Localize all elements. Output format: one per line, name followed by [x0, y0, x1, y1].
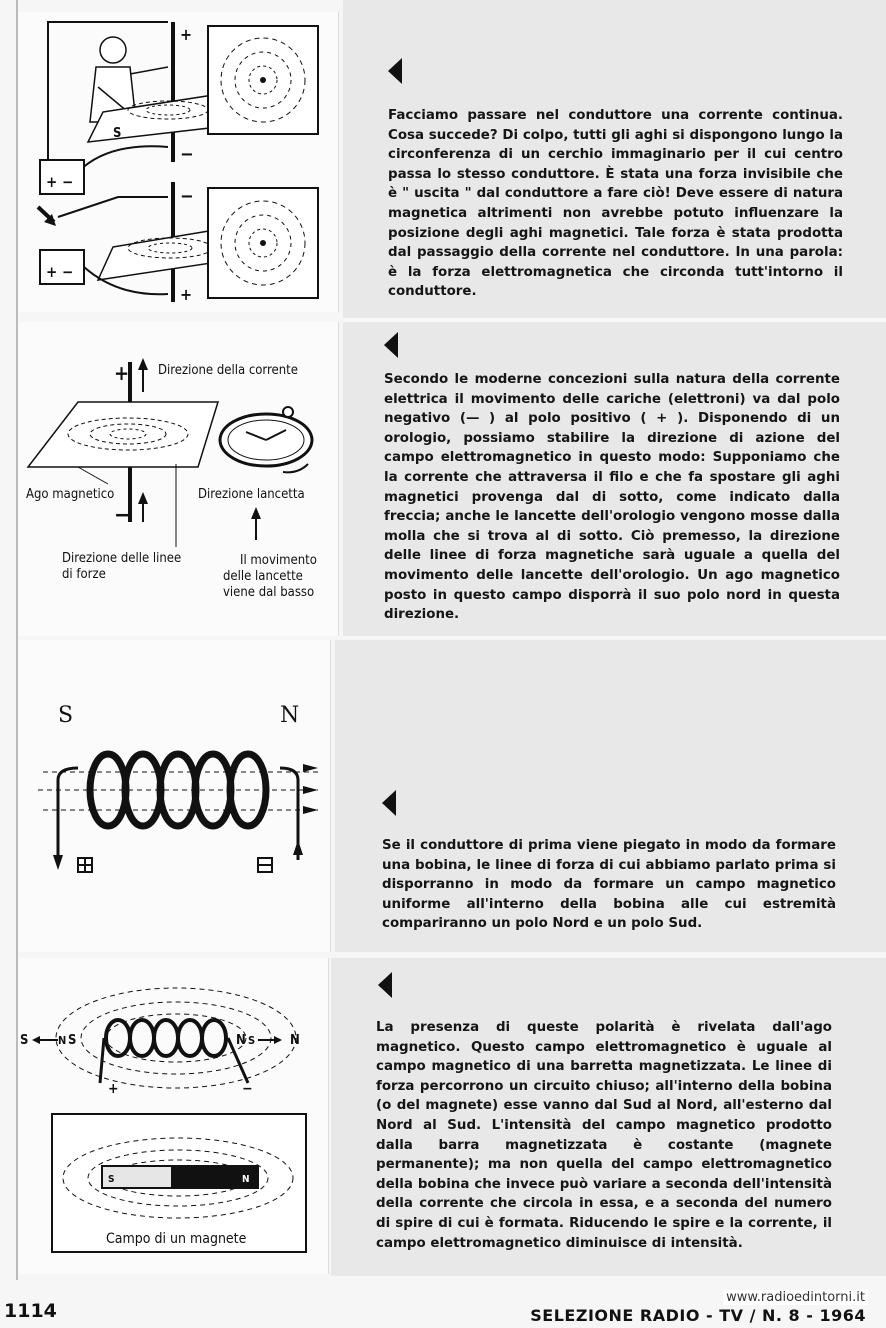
fig1-plus-bottom: +	[180, 285, 193, 304]
fig4-magnet-n: N	[242, 1174, 250, 1185]
pointer-arrow-4	[378, 972, 392, 998]
paragraph-4: La presenza di queste polarità è rivelata dall'ago magnetico. Questo campo elettromagnetico è uguale al campo magnetico di una barretta magnetizzata. Le linee di forza percorrono un circuito chiuso; all'interno della bobina (o del magnete) esse vanno dal Sud al Nord, all'esterno dal Nord al Sud. L'intensità del campo magnetico prodotto dalla barra magnetizzata è costante (magnete permanente); ma non quella del campo elettromagnetico della bobina che invece può variare a seconda dell'intensità della corrente che circola in essa, e a seconda del numero di spire di cui è formata. Riducendo le spire e la corrente, il campo elettromagnetico diminuisce di intensità.	[376, 1020, 832, 1251]
fig2-movimento-line1: Il movimento	[240, 553, 317, 568]
figure-coil-field	[18, 640, 331, 952]
fig2-linee-line1: Direzione delle linee	[62, 551, 182, 566]
fig3-n-label: N	[280, 703, 300, 728]
figure-conductor-needles	[18, 12, 339, 312]
fig4-left-n: N	[58, 1034, 67, 1047]
fig2-direzione-corrente: Direzione della corrente	[158, 363, 298, 378]
pointer-arrow-3	[382, 790, 396, 816]
fig2-movimento-line3: viene dal basso	[223, 585, 315, 600]
fig4-right-n: N	[236, 1033, 246, 1048]
fig2-minus: −	[114, 503, 131, 528]
figure-clock-direction	[18, 322, 339, 636]
fig1-plus-top: +	[180, 25, 193, 44]
paragraph-3: Se il conduttore di prima viene piegato in modo da formare una bobina, le linee di forza di cui abbiamo parlato prima si disporranno in modo da formare un campo magnetico uniforme all'interno della bobina alle cui estremità compariranno un polo Nord e un polo Sud.	[382, 838, 836, 932]
fig2-direzione-lancetta: Direzione lancetta	[198, 487, 305, 502]
paragraph-2: Secondo le moderne concezioni sulla natura della corrente elettrica il movimento delle cariche (elettroni) va dal polo negativo (— ) al polo positivo ( + ). Disponendo di un orologio, possiamo stabilire la direzione di azione del campo elettromagnetico in questo modo: Supponiamo che la corrente che attraversa il filo e che fa spostare gli aghi magnetici provenga dal di sotto, come indicato dalla freccia; anche le lancette dell'orologio vengono mosse dalla molla che si trova al di sotto. Ciò premesso, la direzione delle linee di forza magnetiche sarà uguale a quella del movimento delle lancette dell'orologio. Un ago magnetico posto in questo campo disporrà il suo polo nord in questa direzione.	[384, 372, 840, 623]
fig4-right-n2: N	[290, 1033, 300, 1048]
fig2-ago-magnetico: Ago magnetico	[26, 487, 115, 502]
fig1-minus-bottom: −	[180, 186, 194, 207]
fig3-s-label: S	[58, 703, 74, 728]
fig2-plus: +	[114, 361, 130, 385]
fig1-battery-bottom: + −	[46, 263, 74, 281]
fig4-left-s2: S	[68, 1033, 77, 1048]
pointer-arrow-1	[388, 58, 402, 84]
fig4-minus: −	[242, 1081, 253, 1097]
page-number: 1114	[4, 1300, 57, 1322]
fig4-magnet-s: S	[108, 1174, 115, 1185]
pointer-arrow-2	[384, 332, 398, 358]
paragraph-1: Facciamo passare nel conduttore una corrente continua. Cosa succede? Di colpo, tutti gli aghi si dispongono lungo la circonferenza di un cerchio immaginario per il cui centro passa lo stesso conduttore. È stata una forza invisibile che è " uscita " dal conduttore a fare ciò! Deve essere di natura magnetica altrimenti non avrebbe potuto influenzare la posizione degli aghi magnetici. Tale forza è stata prodotta dal passaggio della corrente nel conduttore. In una parola: è la forza elettromagnetica che circonda tutt'intorno il conduttore.	[388, 108, 843, 300]
fig1-minus-top: −	[180, 144, 194, 165]
fig1-s-label: S	[113, 126, 122, 141]
journal-title: SELEZIONE RADIO - TV / N. 8 - 1964	[530, 1306, 866, 1325]
fig2-linee-line2: di forze	[62, 567, 106, 582]
fig4-right-s: S	[248, 1034, 256, 1047]
fig1-battery-top: + −	[46, 173, 74, 191]
website-watermark: www.radioedintorni.it	[723, 1290, 868, 1305]
fig4-plus: +	[108, 1081, 119, 1097]
fig4-left-s: S	[20, 1033, 29, 1048]
figure-coil-vs-magnet	[18, 958, 329, 1274]
fig2-movimento-line2: delle lancette	[223, 569, 303, 584]
fig4-caption: Campo di un magnete	[106, 1231, 247, 1247]
